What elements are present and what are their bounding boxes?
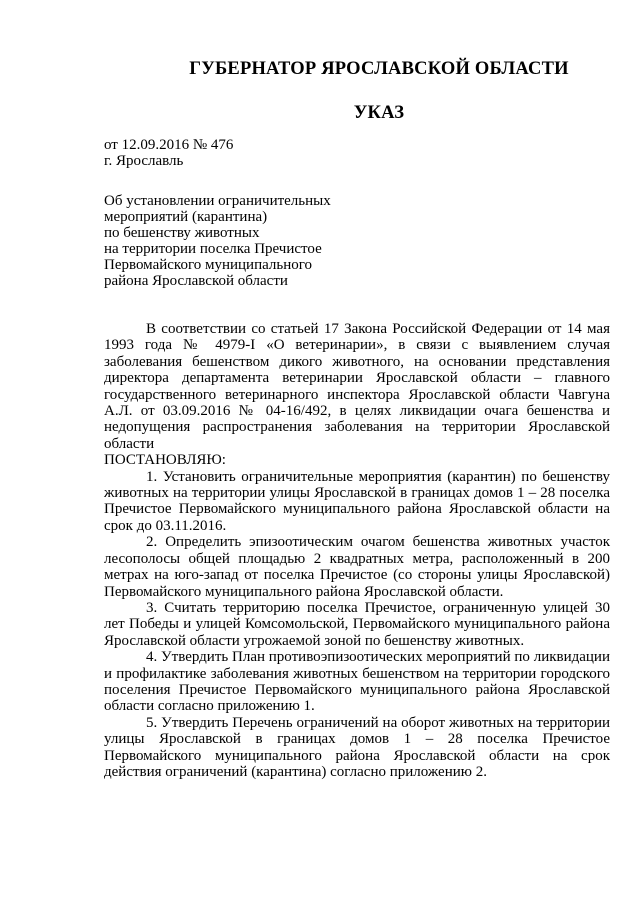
subject-line: мероприятий (карантина) [104, 209, 268, 225]
resolve-heading: ПОСТАНОВЛЯЮ: [104, 452, 226, 469]
issue-city: г. Ярославль [104, 153, 184, 169]
decree-item-5: 5. Утвердить Перечень ограничений на оборот животных на территории улицы Ярославской в границах домов 1 – 28 поселка Пречистое Первомайского муниципального района Ярославской области на срок действия ограничений (карантина) согласно приложению 2. [104, 714, 610, 780]
preamble-paragraph: В соответствии со статьей 17 Закона Российской Федерации от 14 мая 1993 года № 4979-I «О ветеринарии», в связи с выявлением случая заболевания бешенством дикого животного, на основании представления директора департамента ветеринарии Ярославской области – главного государственного ветеринарного инспектора Ярославской области Чавгуна А.Л. от 03.09.2016 № 04-16/492, в целях ликвидации очага бешенства и недопущения распространения заболевания на территории Ярославской области [104, 321, 610, 452]
subject-line: района Ярославской области [104, 273, 288, 289]
subject-line: Первомайского муниципального [104, 257, 313, 273]
subject-line: по бешенству животных [104, 225, 260, 241]
issuing-authority-heading: ГУБЕРНАТОР ЯРОСЛАВСКОЙ ОБЛАСТИ [189, 59, 569, 79]
subject-line: на территории поселка Пречистое [104, 241, 322, 257]
decree-item-3: 3. Считать территорию поселка Пречистое, ограниченную улицей 30 лет Победы и улицей Комсомольской, Первомайского муниципального района Ярославской области угрожаемой зоной по бешенству животных. [104, 599, 610, 649]
subject-line: Об установлении ограничительных [104, 193, 331, 209]
decree-item-2: 2. Определить эпизоотическим очагом бешенства животных участок лесополосы общей площадью 2 квадратных метра, расположенный в 200 метрах на юго-запад от поселка Пречистое (со стороны улицы Ярославской) Первомайского муниципального района Ярославской области. [104, 534, 610, 600]
document-subject [104, 193, 331, 289]
date-and-number: от 12.09.2016 № 476 [104, 137, 234, 153]
document-type-heading: УКАЗ [353, 103, 405, 123]
document-meta [104, 137, 233, 169]
decree-item-4: 4. Утвердить План противоэпизоотических мероприятий по ликвидации и профилактике заболевания животных бешенством на территории городского поселения Пречистое Первомайского муниципального района Ярославской области согласно приложению 1. [104, 649, 610, 715]
decree-item-1: 1. Установить ограничительные мероприятия (карантин) по бешенству животных на территории улицы Ярославской в границах домов 1 – 28 поселка Пречистое Первомайского муниципального района Ярославской области на срок до 03.11.2016. [104, 468, 610, 534]
document-body [104, 321, 610, 780]
